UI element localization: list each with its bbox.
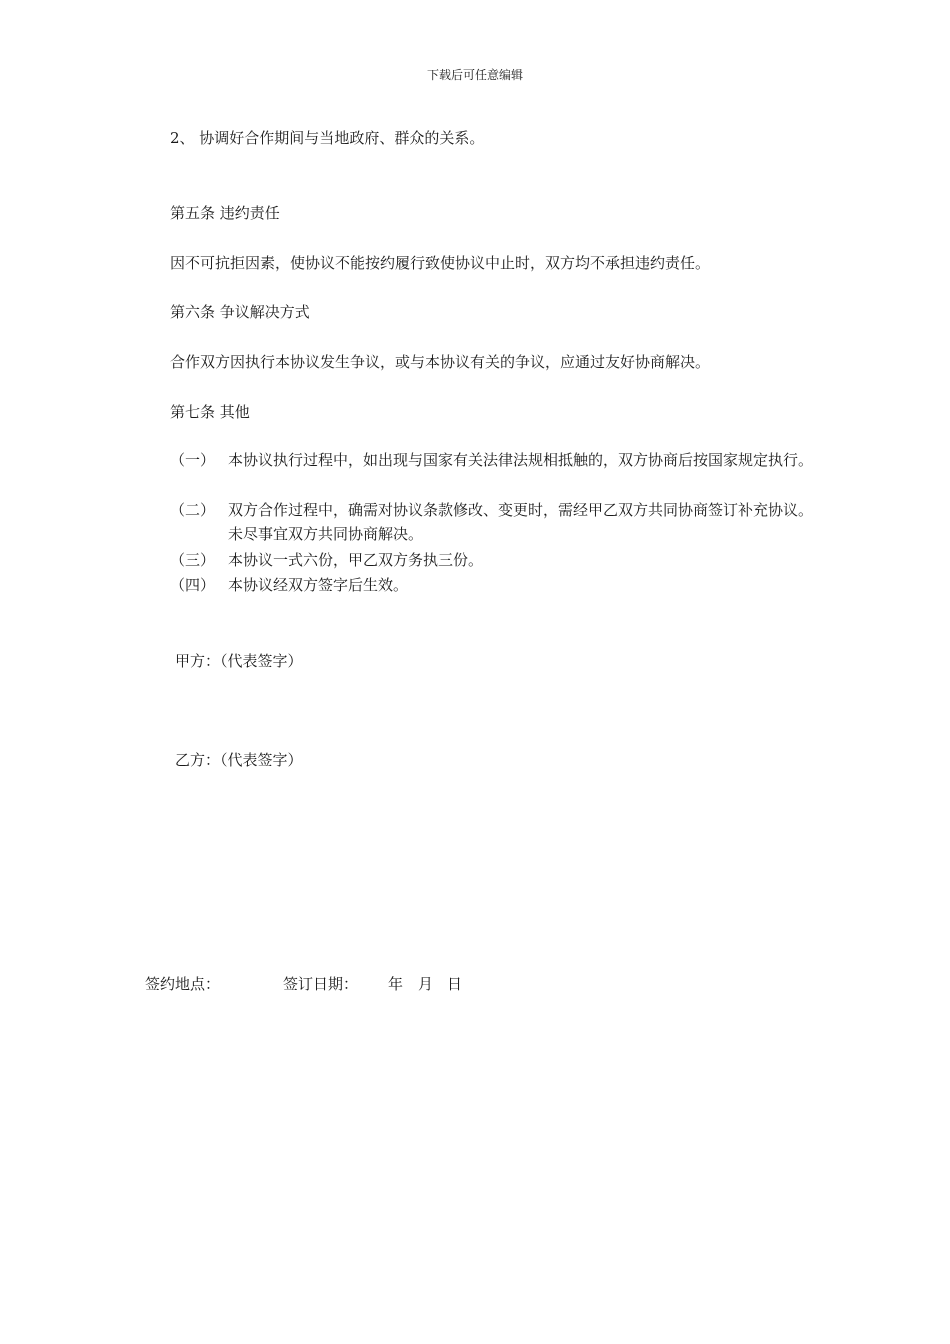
page-header: 下载后可任意编辑 [426, 68, 523, 82]
clause-2-text: 2、 协调好合作期间与当地政府、群众的关系。 [170, 129, 485, 147]
list-item-text: 双方合作过程中，确需对协议条款修改、变更时，需经甲乙双方共同协商签订补充协议。未尽事宜双方共同协商解决。 [228, 501, 814, 543]
date-month: 月 [418, 975, 434, 993]
signing-place-label: 签约地点： [145, 975, 221, 993]
date-year: 年 [388, 975, 404, 993]
list-item-text: 本协议经双方签字后生效。 [228, 576, 409, 594]
article-5-body: 因不可抗拒因素，使协议不能按约履行致使协议中止时，双方均不承担违约责任。 [170, 254, 711, 272]
party-b-signature: 乙方：（代表签字） [175, 751, 303, 769]
list-item-number: （四） [170, 576, 216, 594]
article-7-title: 第七条 其他 [170, 403, 250, 421]
list-item-number: （三） [170, 551, 216, 569]
date-day: 日 [447, 975, 463, 993]
list-item-text: 本协议执行过程中，如出现与国家有关法律法规相抵触的，双方协商后按国家规定执行。 [228, 451, 814, 469]
party-a-signature: 甲方：（代表签字） [175, 652, 303, 670]
list-item-text: 本协议一式六份，甲乙双方务执三份。 [228, 551, 484, 569]
article-6-title: 第六条 争议解决方式 [170, 303, 310, 321]
article-6-body: 合作双方因执行本协议发生争议，或与本协议有关的争议，应通过友好协商解决。 [170, 353, 711, 371]
article-5-title: 第五条 违约责任 [170, 204, 280, 222]
signing-date-label: 签订日期： [283, 975, 359, 993]
list-item-number: （一） [170, 451, 216, 469]
list-item-number: （二） [170, 501, 216, 519]
